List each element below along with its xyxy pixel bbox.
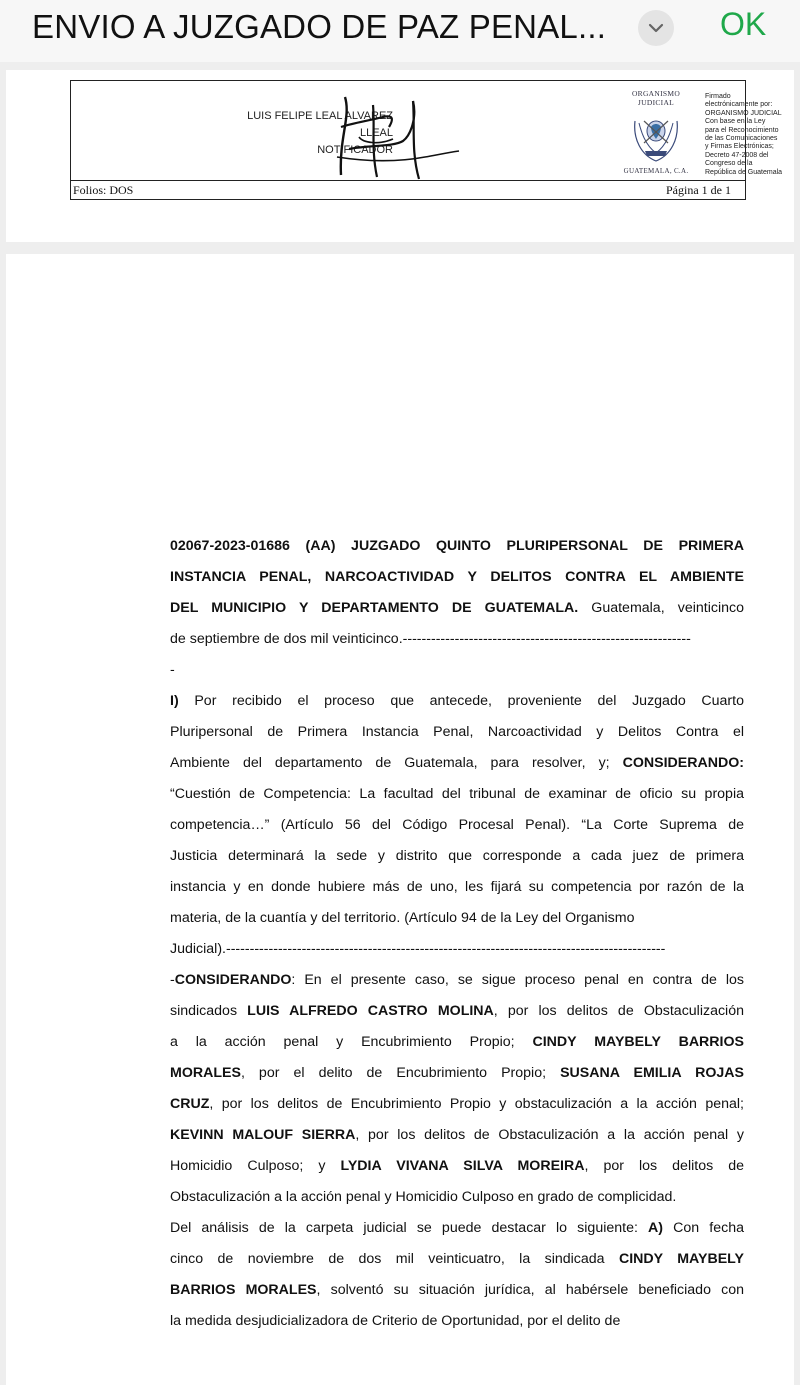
text-line xyxy=(170,1151,744,1182)
text-run: Obstaculización a la acción penal y Homicidio Culposo en grado de complicidad. xyxy=(170,1189,677,1205)
text-run: , por los delitos de Obstaculización xyxy=(493,1003,744,1019)
signature-box xyxy=(70,80,783,181)
text-run: , por el delito de Encubrimiento Propio; xyxy=(240,1065,561,1081)
handwritten-signature xyxy=(333,87,463,182)
text-line xyxy=(170,934,744,965)
page-number: Página 1 de 1 xyxy=(666,183,731,197)
esign-line: electrónicamente por: xyxy=(705,101,773,109)
bold-text: 02067-2023-01686 (AA) JUZGADO QUINTO PLURIPERSONAL DE PRIMERA xyxy=(170,538,744,554)
text-run: - xyxy=(170,972,175,988)
folio-row xyxy=(70,180,746,200)
text-run: Homicidio Culposo; y xyxy=(170,1158,341,1174)
electronic-signature-note xyxy=(705,93,795,177)
title-dropdown-button[interactable] xyxy=(638,10,674,46)
text-line xyxy=(170,686,744,717)
text-run: Justicia determinará la sede y distrito que corresponde a cada juez de primera xyxy=(170,848,744,864)
text-line xyxy=(170,810,744,841)
text-run: Guatemala, veinticinco xyxy=(578,600,744,616)
text-line xyxy=(170,624,744,655)
esign-line: de las Comunicaciones xyxy=(705,135,778,143)
chevron-down-icon xyxy=(648,22,664,34)
esign-line: Firmado xyxy=(705,93,731,100)
text-run: , por los delitos de xyxy=(584,1158,744,1174)
bold-text: CINDY MAYBELY xyxy=(618,1251,744,1267)
text-line xyxy=(170,1120,744,1151)
text-line xyxy=(170,779,744,810)
bold-text: KEVINN MALOUF SIERRA xyxy=(170,1127,356,1143)
coat-of-arms-icon xyxy=(631,101,681,165)
signer-user: LLEAL xyxy=(359,127,393,139)
document-page-2 xyxy=(6,254,794,1385)
text-line xyxy=(170,1213,744,1244)
text-run: de septiembre de dos mil veinticinco.------------------------------------------------------------- xyxy=(170,631,691,647)
text-run: , solventó su situación jurídica, al habérsele beneficiado con xyxy=(316,1282,744,1298)
text-line xyxy=(170,903,744,934)
text-run: instancia y en donde hubiere más de uno, les fijará su competencia por razón de la xyxy=(170,879,744,895)
seal-top-text: ORGANISMO JUDICIAL xyxy=(631,89,681,107)
bold-text: CINDY MAYBELY BARRIOS xyxy=(532,1034,744,1050)
judicial-seal xyxy=(619,89,693,175)
bold-text: LUIS ALFREDO CASTRO MOLINA xyxy=(247,1003,494,1019)
text-run: Pluripersonal de Primera Instancia Penal, Narcoactividad y Delitos Contra el xyxy=(170,724,744,740)
text-line xyxy=(170,717,744,748)
text-line xyxy=(170,996,744,1027)
text-line xyxy=(170,1182,744,1213)
text-run: , por los delitos de Obstaculización a la acción penal y xyxy=(355,1127,744,1143)
text-line xyxy=(170,872,744,903)
text-line xyxy=(170,1306,744,1337)
text-run: a la acción penal y Encubrimiento Propio; xyxy=(170,1034,533,1050)
text-line xyxy=(170,1275,744,1306)
bold-text: I) xyxy=(170,693,179,709)
text-line xyxy=(170,841,744,872)
text-line xyxy=(170,1027,744,1058)
seal-bottom-text: GUATEMALA, C.A. xyxy=(623,167,689,175)
esign-line: y Firmas Electrónicas; xyxy=(705,143,774,151)
folios-label: Folios: DOS xyxy=(73,183,134,197)
text-run: la medida desjudicializadora de Criterio de Oportunidad, por el delito de xyxy=(170,1313,621,1329)
text-run: Del análisis de la carpeta judicial se puede destacar lo siguiente: xyxy=(170,1220,649,1236)
text-run: Ambiente del departamento de Guatemala, para resolver, y; xyxy=(170,755,623,771)
bold-text: CONSIDERANDO xyxy=(174,972,292,988)
text-line xyxy=(170,1244,744,1275)
text-line xyxy=(170,655,744,686)
text-run: - xyxy=(170,662,175,678)
text-run: cinco de noviembre de dos mil veinticuatro, la sindicada xyxy=(170,1251,619,1267)
esign-line: Congreso de la xyxy=(705,160,753,168)
bold-text: LYDIA VIVANA SILVA MOREIRA xyxy=(340,1158,585,1174)
text-run: , por los delitos de Encubrimiento Propio y obstaculización a la acción penal; xyxy=(209,1096,744,1112)
text-line xyxy=(170,1058,744,1089)
text-run: Por recibido el proceso que antecede, proveniente del Juzgado Cuarto xyxy=(178,693,744,709)
document-title: ENVIO A JUZGADO DE PAZ PENAL... xyxy=(32,8,607,45)
bold-text: CRUZ xyxy=(170,1096,210,1112)
text-line xyxy=(170,531,744,562)
top-bar xyxy=(0,0,800,62)
signer-role: NOTIFICADOR xyxy=(317,144,393,156)
esign-line: Decreto 47-2008 del xyxy=(705,151,769,159)
text-line xyxy=(170,1089,744,1120)
bold-text: MORALES xyxy=(170,1065,241,1081)
signer-name: LUIS FELIPE LEAL ALVAREZ xyxy=(247,110,393,122)
document-page-1 xyxy=(6,70,794,242)
esign-line: para el Reconocimiento xyxy=(705,126,779,134)
text-line xyxy=(170,965,744,996)
bold-text: DEL MUNICIPIO Y DEPARTAMENTO DE GUATEMALA. xyxy=(170,600,579,616)
resolution-text xyxy=(170,531,744,1337)
ok-button[interactable]: OK xyxy=(720,6,767,42)
bold-text: BARRIOS MORALES xyxy=(170,1282,317,1298)
esign-line: República de Guatemala xyxy=(705,168,783,176)
text-line xyxy=(170,593,744,624)
text-run: “Cuestión de Competencia: La facultad del tribunal de examinar de oficio su propia xyxy=(170,786,744,802)
text-run: : En el presente caso, se sigue proceso penal en contra de los xyxy=(291,972,744,988)
bold-text: SUSANA EMILIA ROJAS xyxy=(560,1065,744,1081)
text-line xyxy=(170,748,744,779)
text-run: Con fecha xyxy=(663,1220,744,1236)
text-run: Judicial).--------------------------------------------------------------------------------------------- xyxy=(170,941,666,957)
text-run: sindicados xyxy=(170,1003,248,1019)
text-line xyxy=(170,562,744,593)
esign-line: ORGANISMO JUDICIAL xyxy=(705,109,782,117)
text-run: materia, de la cuantía y del territorio. (Artículo 94 de la Ley del Organismo xyxy=(170,910,635,926)
bold-text: INSTANCIA PENAL, NARCOACTIVIDAD Y DELITOS CONTRA EL AMBIENTE xyxy=(170,569,744,585)
text-run: competencia…” (Artículo 56 del Código Procesal Penal). “La Corte Suprema de xyxy=(170,817,744,833)
bold-text: CONSIDERANDO: xyxy=(622,755,744,771)
esign-line: Con base en la Ley xyxy=(705,118,766,126)
bold-text: A) xyxy=(648,1220,664,1236)
